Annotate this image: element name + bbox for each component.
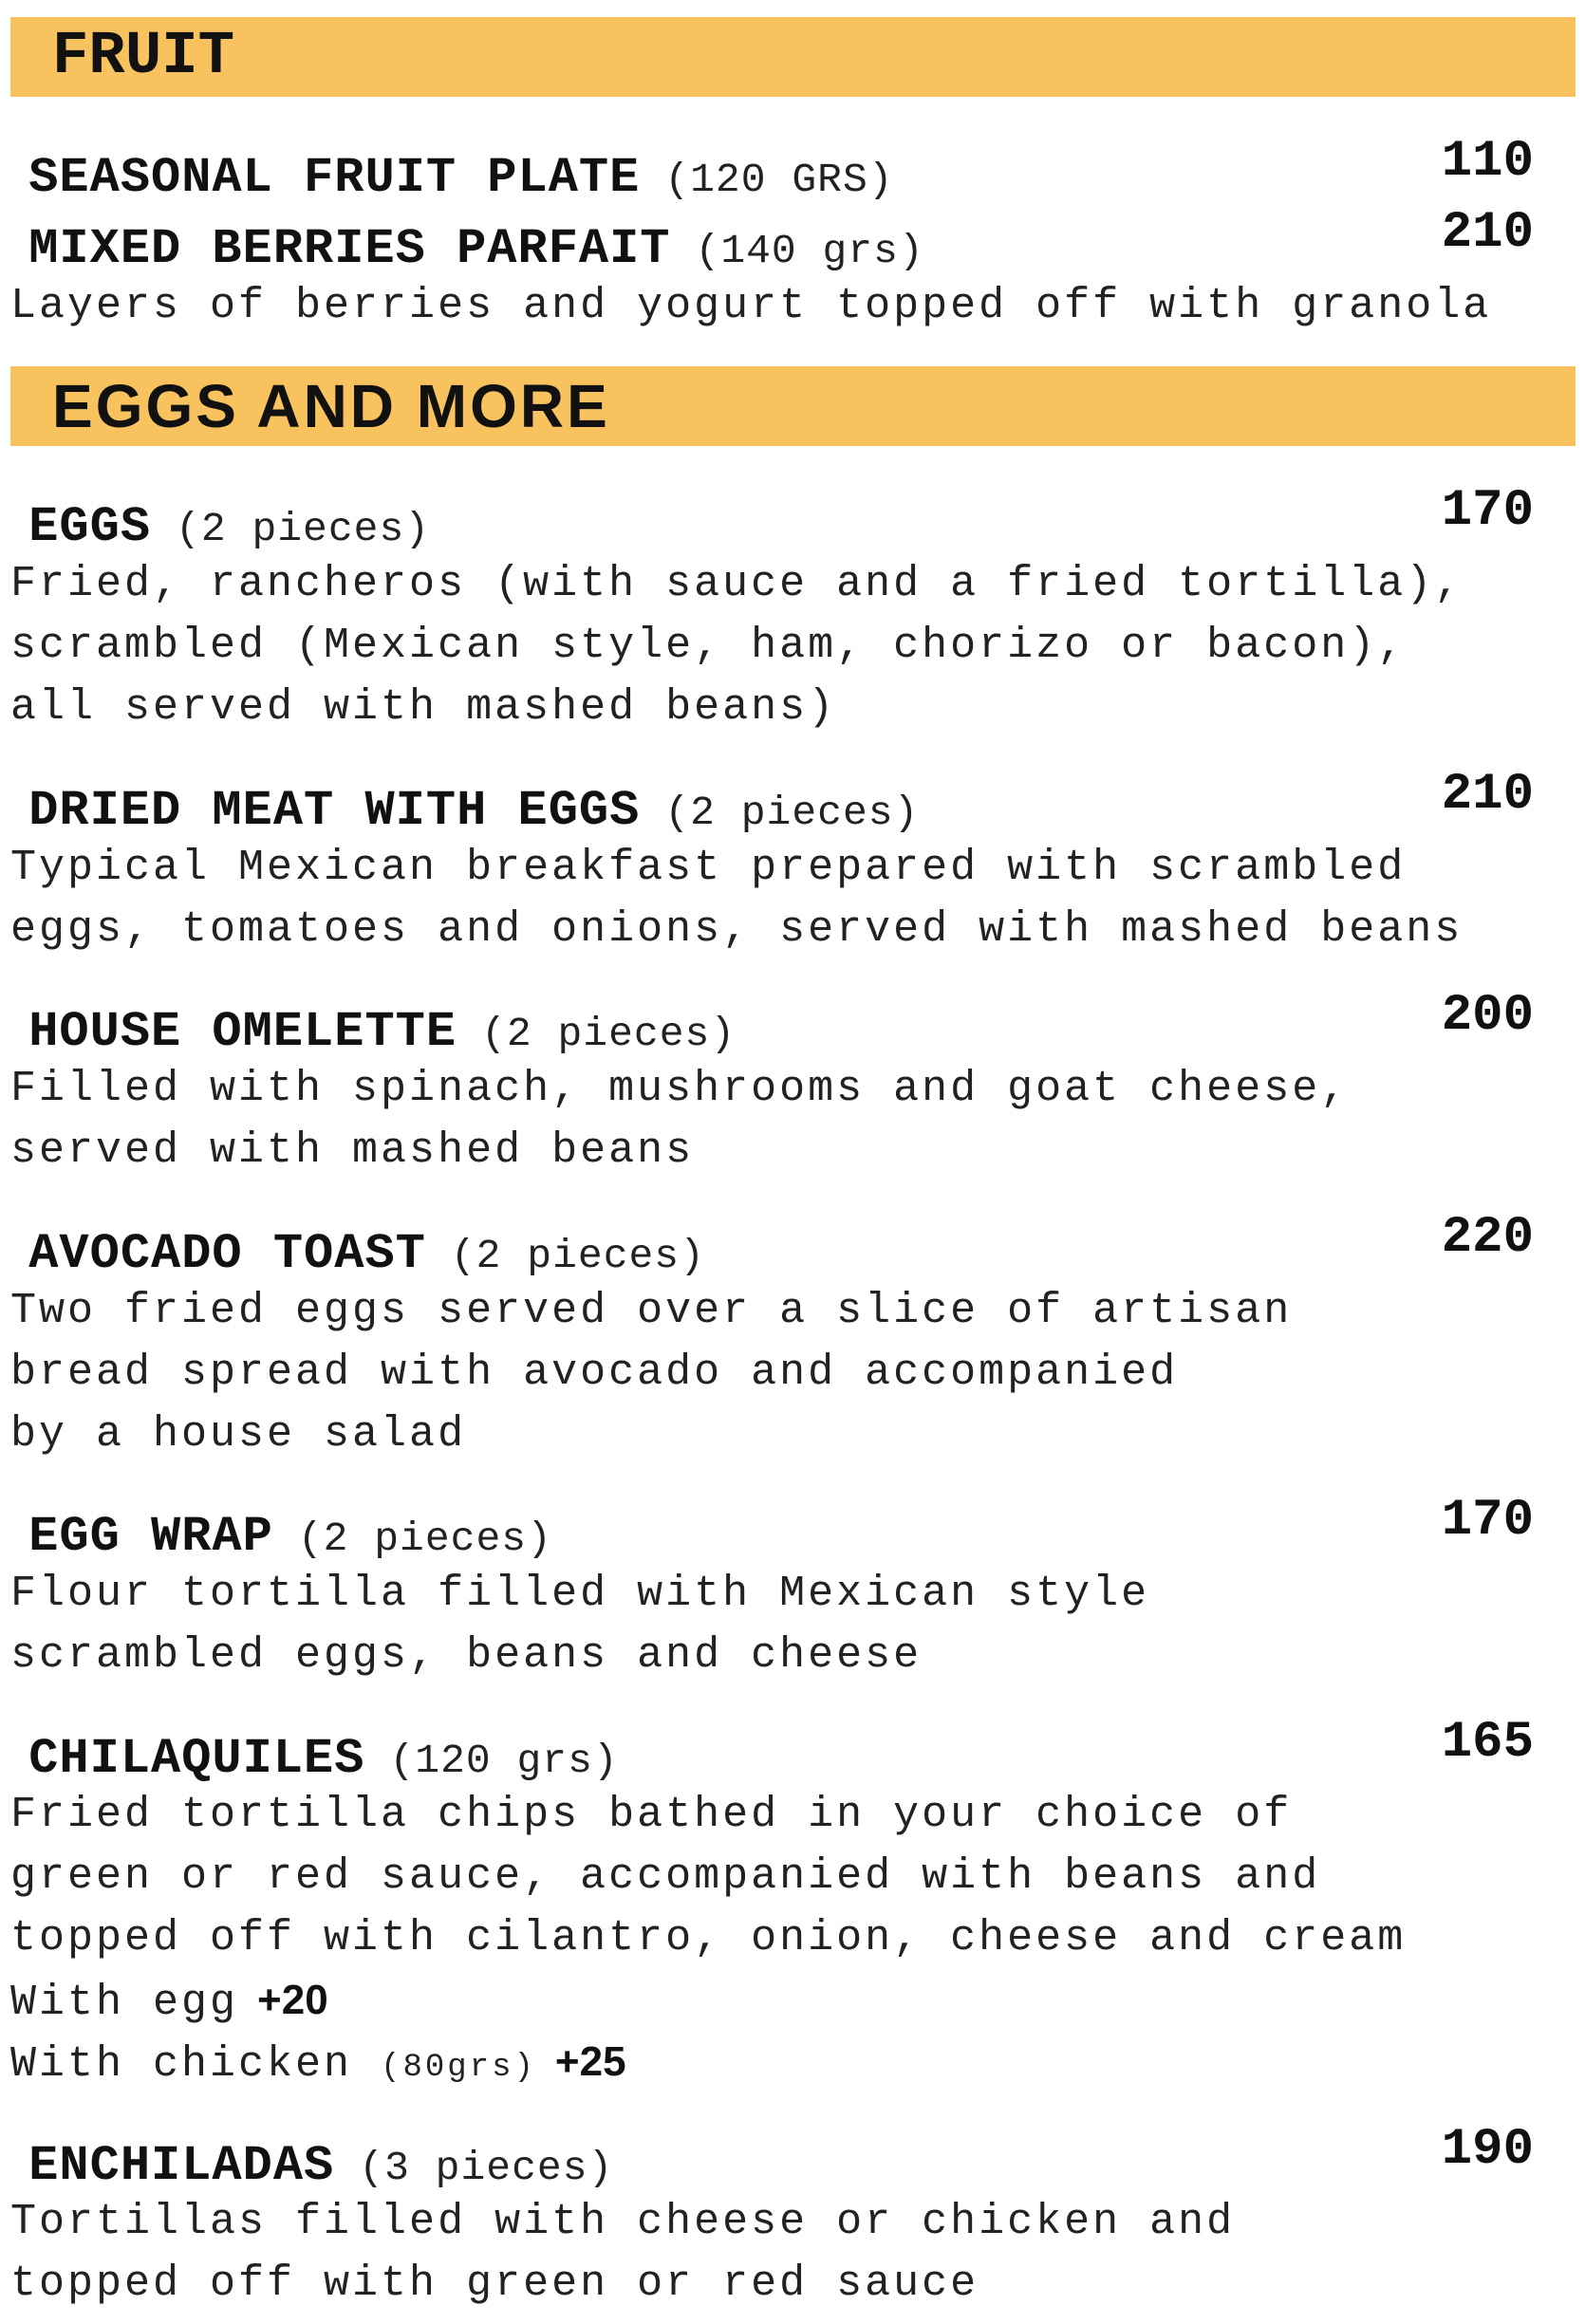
item-description-line: Filled with spinach, mushrooms and goat cheese, [10, 1065, 1350, 1113]
menu-item-seasonal-fruit-plate [10, 133, 894, 206]
extra-label: With egg [10, 1979, 239, 2027]
item-name: HOUSE OMELETTE [28, 1004, 457, 1060]
item-price: 220 [1441, 1209, 1534, 1267]
item-quantity: (3 pieces) [359, 2145, 614, 2191]
item-quantity: (2 pieces) [481, 1011, 737, 1057]
item-name: AVOCADO TOAST [28, 1226, 426, 1282]
item-quantity: (2 pieces) [297, 1515, 552, 1562]
item-description-line: Flour tortilla filled with Mexican style [10, 1570, 1150, 1618]
item-description-line: topped off with cilantro, onion, cheese and cream [10, 1914, 1407, 1962]
item-price: 170 [1441, 1492, 1534, 1550]
menu-item-chilaquiles [10, 1714, 619, 1787]
item-price: 200 [1441, 987, 1534, 1045]
extra-label: With chicken [10, 2040, 353, 2089]
item-description-line: Fried tortilla chips bathed in your choice of [10, 1791, 1293, 1839]
menu-item-dried-meat-with-eggs [10, 766, 919, 839]
item-name: CHILAQUILES [28, 1731, 365, 1787]
item-description-line: scrambled (Mexican style, ham, chorizo or bacon), [10, 622, 1407, 670]
item-price: 110 [1441, 133, 1534, 191]
item-quantity: (140 grs) [695, 228, 924, 274]
section-header-eggs-and-more [10, 366, 1576, 446]
item-description-line: Two fried eggs served over a slice of artisan [10, 1287, 1293, 1335]
section-title-eggs-and-more: EGGS AND MORE [52, 372, 610, 440]
item-description-line: green or red sauce, accompanied with beans and [10, 1852, 1321, 1901]
item-name: EGGS [28, 499, 152, 555]
item-description-line: Tortillas filled with cheese or chicken and [10, 2198, 1236, 2246]
item-description-line: by a house salad [10, 1410, 467, 1459]
item-description-line: all served with mashed beans) [10, 683, 837, 732]
menu-item-mixed-berries-parfait [10, 204, 924, 277]
menu-item-enchiladas [10, 2121, 613, 2194]
item-price: 170 [1441, 482, 1534, 540]
item-description-line: eggs, tomatoes and onions, served with mashed beans [10, 905, 1464, 954]
item-description-line: scrambled eggs, beans and cheese [10, 1631, 923, 1680]
menu-item-house-omelette [10, 987, 736, 1060]
item-description-line: bread spread with avocado and accompanied [10, 1348, 1179, 1397]
item-quantity: (120 GRS) [664, 157, 894, 203]
item-quantity: (120 grs) [389, 1738, 619, 1784]
extra-price: +25 [554, 2038, 626, 2085]
item-extra-egg [10, 1969, 328, 2034]
item-name: DRIED MEAT WITH EGGS [28, 783, 641, 839]
menu-item-avocado-toast [10, 1209, 705, 1282]
section-title-fruit: FRUIT [52, 23, 235, 91]
item-extra-chicken [10, 2031, 626, 2099]
item-price: 210 [1441, 766, 1534, 824]
item-quantity: (2 pieces) [664, 790, 920, 836]
item-description: Layers of berries and yogurt topped off with granola [10, 282, 1492, 330]
extra-price: +20 [257, 1977, 328, 2023]
item-description-line: topped off with green or red sauce [10, 2259, 979, 2308]
item-price: 165 [1441, 1714, 1534, 1772]
item-quantity: (2 pieces) [450, 1233, 705, 1279]
item-name: SEASONAL FRUIT PLATE [28, 150, 641, 206]
item-price: 210 [1441, 204, 1534, 262]
item-name: EGG WRAP [28, 1509, 273, 1565]
menu-item-eggs [10, 482, 430, 555]
extra-note: (80grs) [381, 2050, 536, 2086]
item-name: MIXED BERRIES PARFAIT [28, 221, 671, 277]
item-quantity: (2 pieces) [176, 506, 431, 552]
item-description-line: served with mashed beans [10, 1126, 695, 1175]
item-description-line: Fried, rancheros (with sauce and a fried tortilla), [10, 560, 1464, 608]
section-header-fruit [10, 17, 1576, 97]
menu-item-egg-wrap [10, 1492, 552, 1565]
item-name: ENCHILADAS [28, 2138, 335, 2194]
item-price: 190 [1441, 2121, 1534, 2179]
item-description-line: Typical Mexican breakfast prepared with scrambled [10, 844, 1407, 892]
